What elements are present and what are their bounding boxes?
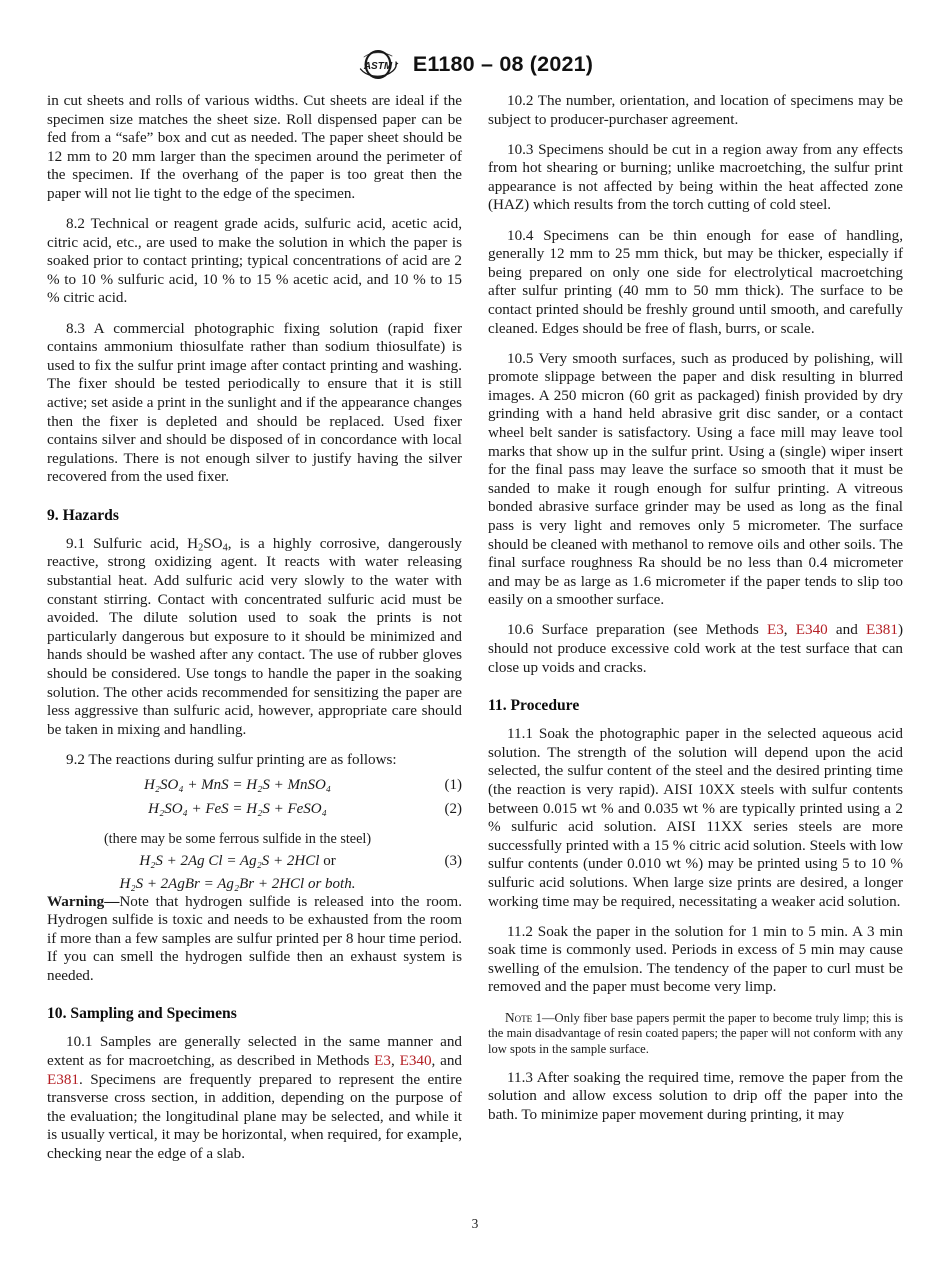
equation-1-number: (1) (444, 776, 462, 793)
note-text: Only fiber base papers permit the paper to become truly limp; this is the main disadvantage of resin coated papers; the paper will not conform with any low spots in the sample surface. (488, 1011, 903, 1056)
page-number: 3 (471, 1216, 479, 1231)
equation-2-number: (2) (444, 800, 462, 817)
paragraph-10-2: 10.2 The number, orientation, and location of specimens may be subject to producer-purchaser agreement. (488, 92, 903, 128)
paragraph-8-2: 8.2 Technical or reagent grade acids, sulfuric acid, acetic acid, citric acid, etc., are used to make the solution in which the paper is soaked prior to contact printing; typical concentrations of acid are 2 % to 10 % sulfuric acid, 10 % to 15 % acetic acid, and 10 % to 15 % citric acid. (47, 215, 462, 307)
equation-3-number: (3) (444, 852, 462, 869)
paragraph-11-2: 11.2 Soak the paper in the solution for 1 min to 5 min. A 3 min soak time is commonly used. Periods in excess of 5 min may cause swelling of the emulsion. The tendency of the paper to curl must be removed and the paper must become very limp. (488, 922, 903, 996)
equation-3b-trailing: or both. (304, 875, 356, 892)
paragraph-10-6 (488, 621, 903, 677)
paragraph-10-1-text-a: 10.1 Samples are generally selected in the same manner and extent as for macroetching, as described in Methods (47, 1033, 462, 1070)
warning-label: Warning— (47, 892, 120, 910)
paragraph-10-1-sep-2: , and (431, 1052, 462, 1070)
equation-row-2 (47, 801, 462, 822)
svg-text:ASTM: ASTM (363, 60, 392, 72)
link-e340[interactable]: E340 (795, 621, 828, 639)
two-column-body (47, 92, 903, 1202)
link-e3[interactable]: E3 (374, 1052, 391, 1070)
subscript-4: 4 (222, 542, 228, 554)
paragraph-9-1-text-b: SO (203, 534, 223, 552)
page-header (0, 44, 950, 84)
astm-logo-icon (357, 49, 401, 80)
paragraph-10-4: 10.4 Specimens can be thin enough for ease of handling, generally 12 mm to 25 mm thick, but may be thicker, especially if being prepared on only one side for electrolytical macroetching after sulfur printing (40 mm to 50 mm thick). The surface to be contact printed should be freshly ground until smooth, and carefully cleaned. Edges should be free of flash, burrs, or scale. (488, 226, 903, 337)
paragraph-10-5: 10.5 Very smooth surfaces, such as produced by polishing, will promote slippage between the paper and disk resulting in blurred images. A 250 micron (60 grit as packaged) finish provided by dry grinding with a hand held abrasive grit disc sander, or a contact wheel belt sander is satisfactory. Using a face mill may leave tool marks that show up in the sulfur print. Using a (single) wiper insert for the final pass may leave the surface so smooth that it must be sanded to make it rough enough for sulfur printing. A vitreous bonded abrasive surface grinder may be used as long as the final pass is very light and removes only 5 micrometer. The surface should be cleaned with methanol to remove oils and other soils. The final surface roughness Ra should be no less than 0.4 micrometer and may be as large as 1.6 micrometer if the paper tends to slip too easily on a smoother surface. (488, 349, 903, 609)
link-e381[interactable]: E381 (47, 1070, 79, 1088)
paragraph-warning (47, 893, 462, 986)
paragraph-9-1-text-c: , is a highly corrosive, dangerously reactive, strong oxidizing agent. It reacts with water releasing substantial heat. Add sulfuric acid very slowly to the water with constant stirring. Contact with concentrated sulfuric acid must be avoided. The dilute solution used to soak the prints is not particularly dangerous but exposure to it should be minimized and hands should be washed after any contact. The use of rubber gloves should be considered. Use tongs to handle the paper in the soaking solution. The other acids recommended for sensitizing the paper are less aggressive than sulfuric acid, however, appropriate care should be taken in mixing and handling. (47, 534, 462, 738)
warning-text: Note that hydrogen sulfide is released into the room. Hydrogen sulfide is toxic and needs to be exhausted from the room if more than a few samples are sulfur printed per 8 hour time period. If you can smell the hydrogen sulfide then an exhaust system is needed. (47, 892, 462, 984)
link-e3[interactable]: E3 (766, 621, 784, 639)
paragraph-10-3: 10.3 Specimens should be cut in a region away from any effects from hot shearing or burning; unlike macroetching, the sulfur print appearance is not affected by being within the heat affected zone (HAZ) which results from the torch cutting of cold steel. (488, 140, 903, 214)
subscript-2: 2 (198, 542, 204, 554)
paragraph-9-1 (47, 535, 462, 740)
note-number: 1— (532, 1011, 555, 1026)
paragraph-9-2: 9.2 The reactions during sulfur printing are as follows: (66, 750, 397, 768)
equation-2-body: H₂SO₄ + FeS = H₂S + FeSO₄ (148, 800, 327, 817)
equation-3b-row (47, 876, 462, 893)
paragraph-10-1 (47, 1033, 462, 1163)
equation-row-1 (47, 777, 462, 798)
paragraph-10-6-sep-2: and (827, 621, 866, 639)
paragraph-9-1-text-a: 9.1 Sulfuric acid, H (66, 534, 199, 552)
paragraph-10-1-sep-1: , (391, 1052, 400, 1070)
paragraph-11-3: 11.3 After soaking the required time, remove the paper from the solution and allow excess solution to drip off the paper into the bath. To minimize paper movement during printing, it may (488, 1068, 903, 1123)
paragraph-10-6-text-d: ) should not produce excessive cold work at the test surface that can close up voids and cracks. (488, 621, 903, 676)
equation-block (47, 777, 462, 893)
right-column (488, 92, 903, 1202)
heading-9-hazards: 9. Hazards (47, 506, 119, 524)
note-1 (488, 1010, 903, 1057)
equation-row-3 (47, 853, 462, 874)
equation-1-body: H₂SO₄ + MnS = H₂S + MnSO₄ (143, 776, 332, 793)
note-label: Note (505, 1010, 533, 1026)
equation-3-trailing: or (319, 852, 336, 869)
left-column (47, 92, 462, 1202)
paragraph-10-6-text-a: 10.6 Surface preparation (see Methods (507, 621, 767, 639)
paragraph-10-1-text-d: . Specimens are frequently prepared to represent the entire transverse cross section, in addition, depending on the purpose of the evaluation; the longitudinal plane may be selected, and while it is usually vertical, it may be horizontal, when required, for example, checking near the edge of a slab. (47, 1070, 462, 1163)
equation-3-body (47, 853, 428, 870)
link-e340[interactable]: E340 (399, 1052, 432, 1070)
heading-10-sampling-and-specimens: 10. Sampling and Specimens (47, 1005, 237, 1023)
equation-parenthetical-note: (there may be some ferrous sulfide in the steel) (103, 830, 372, 847)
paragraph-11-1: 11.1 Soak the photographic paper in the selected aqueous acid solution. The strength of the solution will depend upon the acid selected, the sulfur content of the steel and the desired printing time (the reaction is very rapid). AISI 10XX steels with sulfur contents between 0.015 wt % and 0.035 wt % are typically printed using a 2 % sulfuric acid solution. AISI 11XX series steels are more successfully printed with a 15 % citric acid solution. Steels with low sulfur contents (under 0.010 wt %) may be printed using 5 to 10 % sulfuric acid solutions. When large size prints are desired, a longer working time may be required, necessitating a weaker acid solution. (488, 725, 903, 910)
paragraph-10-6-sep-1: , (783, 621, 796, 639)
link-e381[interactable]: E381 (865, 621, 898, 639)
heading-11-procedure: 11. Procedure (488, 697, 580, 715)
paragraph-continuation: in cut sheets and rolls of various widths. Cut sheets are ideal if the specimen size matches the sheet size. Roll dispensed paper can be fed from a “safe” box and cut as needed. The paper sheet should be 12 mm to 20 mm larger than the specimen around the perimeter of the specimen. If the overhang of the paper is too great then the paper will not lie tight to the edge of the specimen. (47, 92, 462, 202)
equation-3b-formula: H₂S + 2AgBr = Ag₂Br + 2HCl (119, 875, 305, 892)
standard-designation: E1180 – 08 (2021) (412, 51, 594, 76)
equation-3-formula: H₂S + 2Ag Cl = Ag₂S + 2HCl (139, 852, 320, 869)
paragraph-8-3: 8.3 A commercial photographic fixing solution (rapid fixer contains ammonium thiosulfate rather than sodium thiosulfate) is used to fix the sulfur print image after contact printing and washing. The fixer should be tested periodically to ensure that it is still active; set aside a print in the sunlight and if the appearance changes then the fixer is depleted and should be replaced. Used fixer contains silver and should be disposed of in concordance with local regulations. There is not enough silver to justify having the silver recovered from the used fixer. (47, 319, 462, 486)
